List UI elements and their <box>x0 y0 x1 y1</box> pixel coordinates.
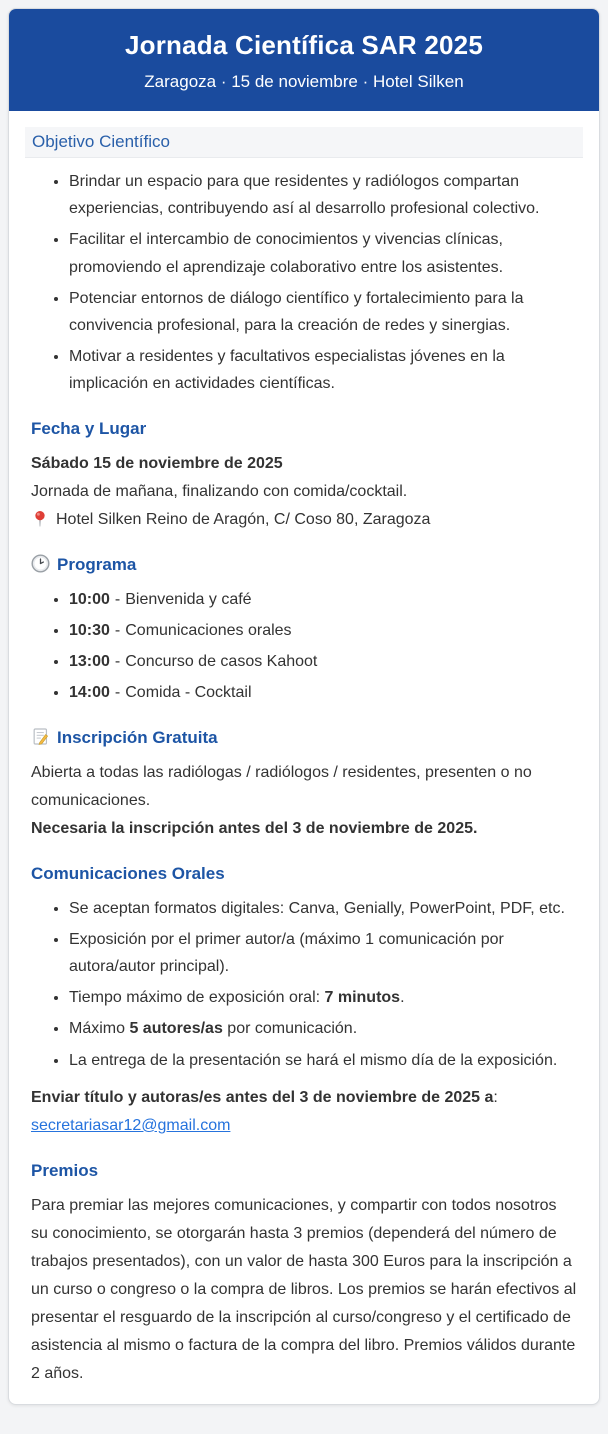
item-text: Se aceptan formatos digitales: Canva, Genially, PowerPoint, PDF, etc. <box>69 899 565 917</box>
program-item <box>69 617 577 644</box>
list-item: • Motivar a residentes y facultativos especialistas jóvenes en la implicación en actividades científicas. <box>69 343 577 397</box>
submission-colon: : <box>493 1088 498 1106</box>
list-item: • Brindar un espacio para que residentes y radiólogos compartan experiencias, contribuyendo así al desarrollo profesional colectivo. <box>69 168 577 222</box>
list-item <box>69 1047 577 1074</box>
item-suffix: . <box>400 989 405 1007</box>
submission-block <box>31 1084 577 1140</box>
objetivo-list <box>31 168 577 398</box>
list-item <box>69 926 577 980</box>
event-location: Hotel Silken Reino de Aragón, C/ Coso 80, Zaragoza <box>56 510 431 528</box>
page-title: Jornada Científica SAR 2025 <box>125 30 483 60</box>
program-item <box>69 586 577 613</box>
program-separator: - <box>114 621 121 639</box>
list-item <box>69 984 577 1011</box>
program-label: Bienvenida y café <box>125 590 252 608</box>
email-link[interactable]: secretariasar12@gmail.com <box>31 1116 231 1134</box>
event-location-line <box>31 506 577 534</box>
program-separator: - <box>114 590 121 608</box>
inscripcion-deadline: Necesaria la inscripción antes del 3 de noviembre de 2025. <box>31 819 478 837</box>
clock-icon <box>31 554 50 573</box>
item-suffix: por comunicación. <box>222 1020 358 1038</box>
list-item <box>69 895 577 922</box>
header-subtitle: Zaragoza · 15 de noviembre · Hotel Silken <box>144 71 464 91</box>
comunicaciones-list <box>31 895 577 1074</box>
section-heading-text: Inscripción Gratuita <box>57 727 218 747</box>
event-date: Sábado 15 de noviembre de 2025 <box>31 454 283 472</box>
section-heading-programa <box>31 554 577 576</box>
memo-icon <box>31 727 50 746</box>
inscripcion-text: Abierta a todas las radiólogas / radiólogos / residentes, presenten o no comunicaciones. <box>31 763 532 809</box>
program-label: Comida - Cocktail <box>125 684 252 702</box>
section-heading-comunicaciones: Comunicaciones Orales <box>31 863 225 883</box>
premios-text: Para premiar las mejores comunicaciones, y compartir con todos nosotros su conocimiento, se otorgarán hasta 3 premios (dependerá del número de trabajos presentados), con un valor de hasta 300 Euros para la inscripción a un curso o congreso o la compra de libros. Los premios se harán efectivos al presentar el resguardo de la inscripción al curso/congreso y el certificado de asistencia al mismo o factura de la compra del libro. Premios válidos durante 2 años. <box>31 1196 577 1382</box>
section-heading-premios: Premios <box>31 1160 99 1180</box>
list-item: • Potenciar entornos de diálogo científico y fortalecimiento para la convivencia profesional, para la creación de redes y sinergias. <box>69 285 577 339</box>
fecha-block <box>31 450 577 534</box>
item-bold: 7 minutos <box>324 989 401 1007</box>
header <box>9 9 599 111</box>
section-heading-text: Programa <box>57 554 137 574</box>
event-detail: Jornada de mañana, finalizando con comida/cocktail. <box>31 482 408 500</box>
program-time: 10:00 <box>69 590 110 608</box>
program-time: 14:00 <box>69 684 110 702</box>
program-label: Concurso de casos Kahoot <box>125 653 318 671</box>
section-heading-inscripcion <box>31 727 577 749</box>
program-item <box>69 679 577 706</box>
location-pin-icon <box>31 510 49 528</box>
item-text: La entrega de la presentación se hará el mismo día de la exposición. <box>69 1051 558 1069</box>
program-separator: - <box>114 684 121 702</box>
program-separator: - <box>114 653 121 671</box>
item-bold: 5 autores/as <box>129 1020 223 1038</box>
content <box>9 111 599 1404</box>
inscripcion-block <box>31 759 577 843</box>
flyer-card <box>8 8 600 1405</box>
submission-deadline-line <box>31 1084 577 1112</box>
program-time: 10:30 <box>69 621 110 639</box>
program-label: Comunicaciones orales <box>125 621 292 639</box>
item-text: Máximo <box>69 1020 130 1038</box>
item-text: Tiempo máximo de exposición oral: <box>69 989 325 1007</box>
program-item <box>69 648 577 675</box>
item-text: Exposición por el primer autor/a (máximo 1 comunicación por autora/autor principal). <box>69 930 504 976</box>
program-time: 13:00 <box>69 653 110 671</box>
list-item: • Facilitar el intercambio de conocimientos y vivencias clínicas, promoviendo el aprendizaje colaborativo entre los asistentes. <box>69 226 577 280</box>
programa-list <box>31 586 577 707</box>
section-heading-objetivo: Objetivo Científico <box>25 127 583 158</box>
section-heading-fecha: Fecha y Lugar <box>31 418 147 438</box>
submission-deadline: Enviar título y autoras/es antes del 3 de noviembre de 2025 a <box>31 1088 494 1106</box>
list-item <box>69 1015 577 1042</box>
